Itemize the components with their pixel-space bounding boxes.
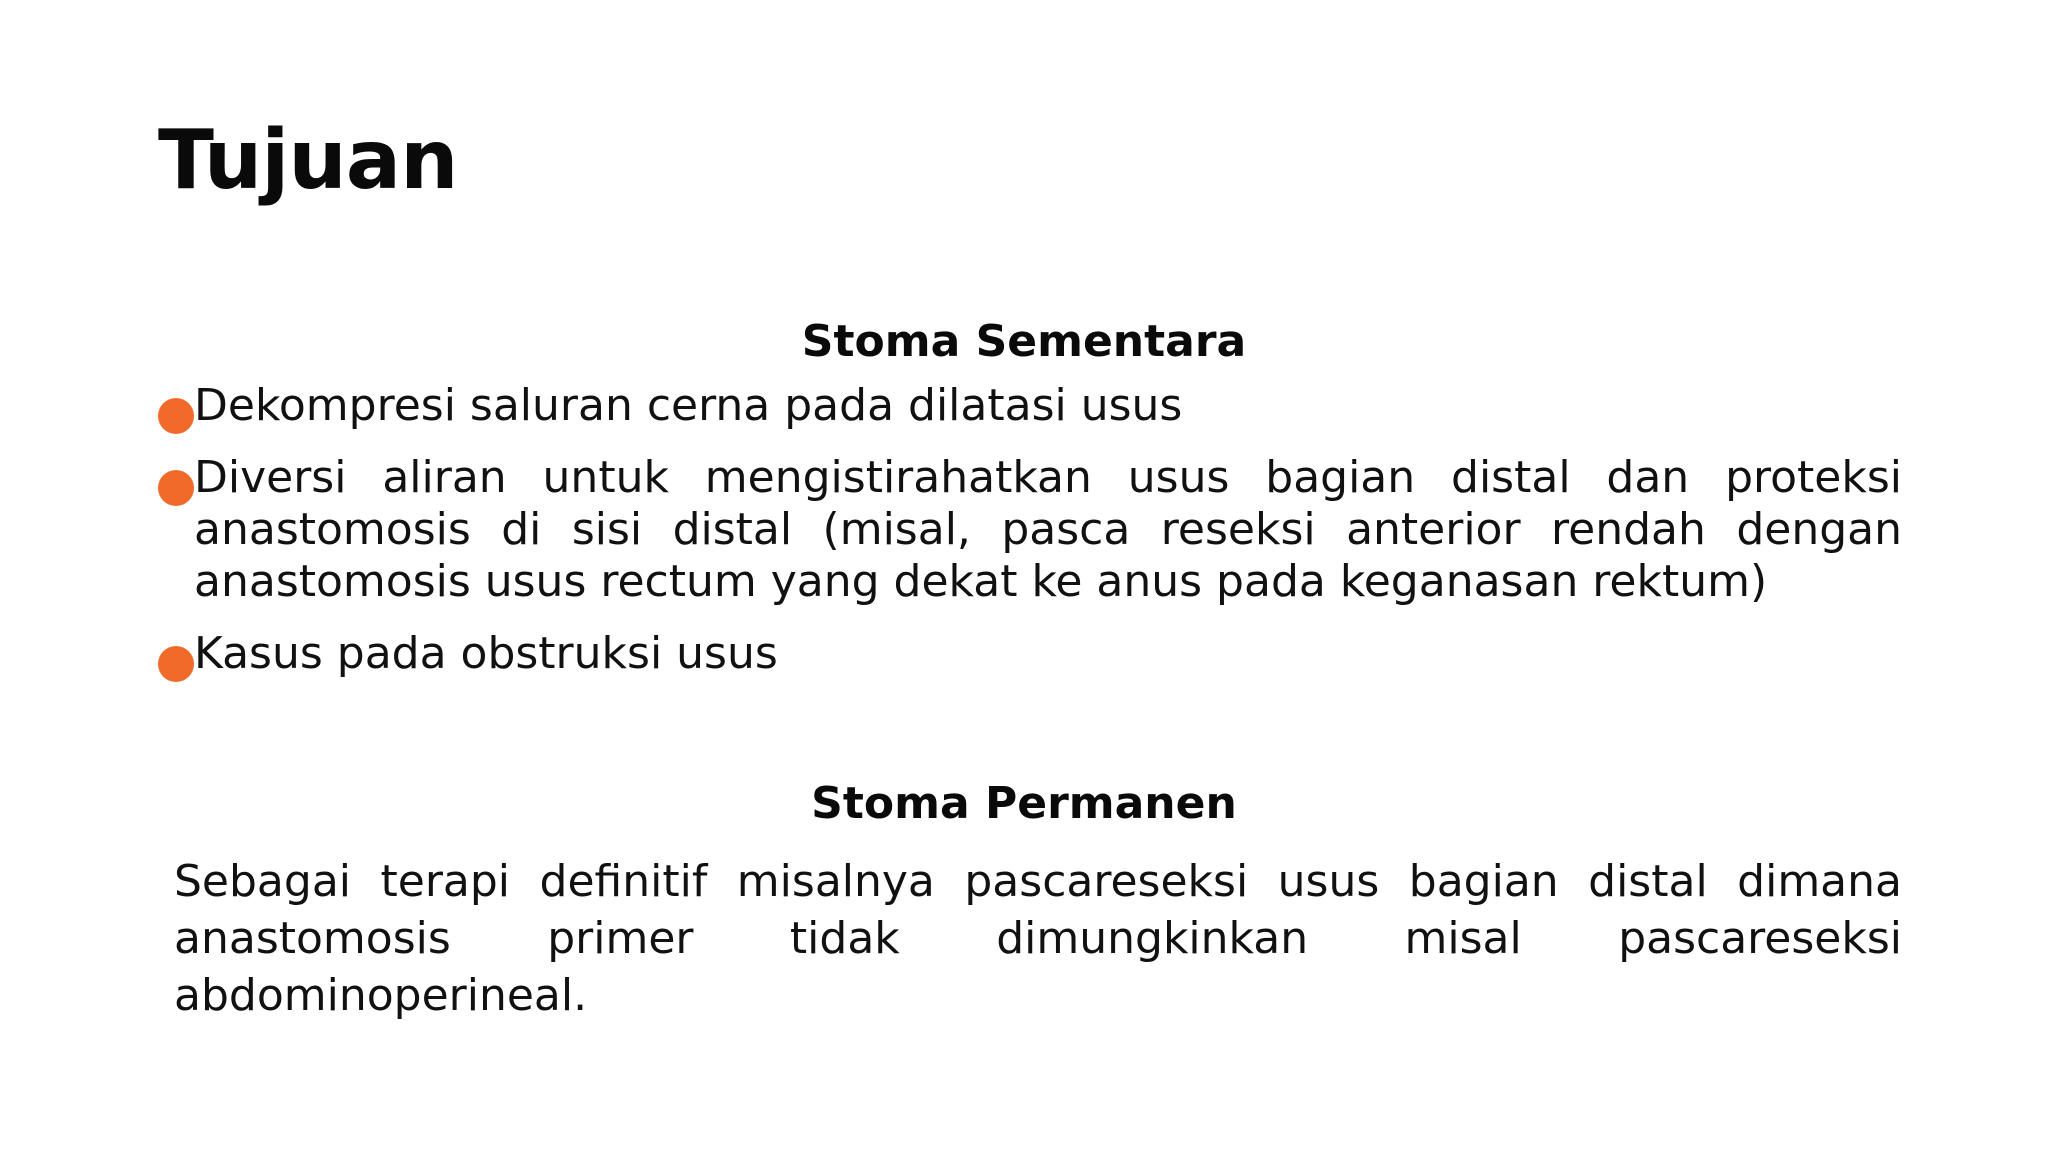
list-item-text: Diversi aliran untuk mengistirahatkan usus bagian distal dan proteksi anastomosis di sisi distal (misal, pasca reseksi anterior rendah dengan anastomosis usus rectum yang dekat ke anus pada keganasan rektum) [194, 452, 1902, 607]
temporary-stoma-heading: Stoma Sementara [801, 316, 1247, 367]
bullet-dot-icon [158, 398, 194, 434]
list-item [158, 380, 1902, 432]
bullet-dot-icon [158, 646, 194, 682]
permanent-stoma-text: Sebagai terapi definitif misalnya pascareseksi usus bagian distal dimana anastomosis primer tidak dimungkinkan misal pascareseksi abdominoperineal. [174, 856, 1902, 1021]
list-item [158, 628, 1902, 680]
list-item-text: Dekompresi saluran cerna pada dilatasi usus [194, 380, 1183, 431]
list-item [158, 452, 1902, 608]
list-item-text: Kasus pada obstruksi usus [194, 628, 778, 679]
bullet-dot-icon [158, 470, 194, 506]
temporary-stoma-list [158, 380, 1902, 700]
permanent-stoma-heading: Stoma Permanen [811, 778, 1237, 829]
slide-title: Tujuan [158, 113, 458, 208]
